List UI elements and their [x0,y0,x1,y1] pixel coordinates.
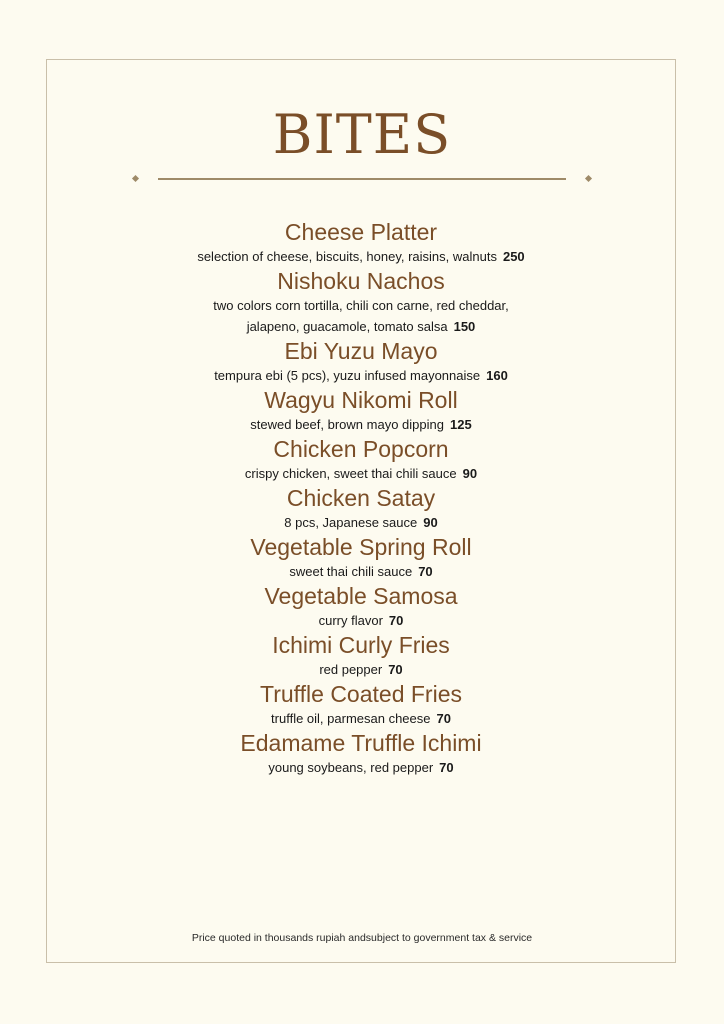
menu-item-description-text: stewed beef, brown mayo dipping [250,417,444,432]
menu-item-description [46,610,676,631]
menu-item-description [46,757,676,778]
menu-item-description [46,512,676,533]
menu-item-name: Ebi Yuzu Mayo [284,338,438,364]
page-title: BITES [272,103,452,166]
menu-item [46,218,676,267]
menu-item [46,267,676,337]
menu-item-name: Truffle Coated Fries [260,681,462,707]
menu-item-description-text: crispy chicken, sweet thai chili sauce [244,466,457,481]
menu-item-price: 250 [502,249,525,264]
menu-item-price: 150 [453,319,476,334]
menu-item-name: Ichimi Curly Fries [272,632,450,658]
menu-item-description-text: sweet thai chili sauce [289,564,413,579]
menu-item-name: Chicken Satay [286,485,436,511]
menu-item [46,729,676,778]
menu-item [46,533,676,582]
menu-item-description [46,246,676,267]
menu-item-price: 90 [462,466,478,481]
menu-item-description [46,365,676,386]
menu-item-description-text: jalapeno, guacamole, tomato salsa [246,319,448,334]
menu-item-description [46,316,676,337]
divider-line [158,178,566,180]
menu-item-description-text: red pepper [319,662,383,677]
menu-item-name: Vegetable Samosa [264,583,458,609]
menu-item [46,337,676,386]
menu-item-price: 70 [436,711,451,726]
diamond-ornament-right [585,175,592,182]
diamond-ornament-left [132,175,139,182]
menu-item-name: Wagyu Nikomi Roll [264,387,458,413]
menu-item [46,680,676,729]
menu-item-description-text: 8 pcs, Japanese sauce [284,515,418,530]
menu-list [46,218,676,778]
menu-item-price: 160 [486,368,508,383]
menu-item-name: Vegetable Spring Roll [250,534,472,560]
menu-item-description [46,414,676,435]
menu-item-description-text: tempura ebi (5 pcs), yuzu infused mayonnaise [214,368,481,383]
menu-item-description [46,561,676,582]
menu-item-description-text: curry flavor [318,613,383,628]
menu-item-name: Nishoku Nachos [277,268,445,294]
menu-item-price: 70 [418,564,433,579]
menu-item-description-text: two colors corn tortilla, chili con carne, red cheddar, [213,298,509,313]
menu-item-price: 90 [423,515,438,530]
menu-item [46,435,676,484]
menu-item-price: 70 [388,613,404,628]
menu-item-name: Chicken Popcorn [273,436,449,462]
menu-item [46,631,676,680]
price-footnote: Price quoted in thousands rupiah andsubject to government tax & service [191,932,533,944]
menu-item-description-text: selection of cheese, biscuits, honey, raisins, walnuts [197,249,497,264]
menu-item-price: 70 [388,662,403,677]
menu-item-price: 125 [449,417,472,432]
menu-item-price: 70 [439,760,454,775]
menu-item-description [46,708,676,729]
menu-item-description-text: young soybeans, red pepper [268,760,434,775]
menu-item [46,582,676,631]
title-divider [130,174,594,184]
menu-item-description [46,295,676,316]
menu-item-description [46,659,676,680]
menu-item [46,386,676,435]
menu-item-description-text: truffle oil, parmesan cheese [271,711,431,726]
menu-item [46,484,676,533]
menu-item-name: Edamame Truffle Ichimi [240,730,482,756]
menu-item-name: Cheese Platter [284,219,438,245]
menu-item-description [46,463,676,484]
